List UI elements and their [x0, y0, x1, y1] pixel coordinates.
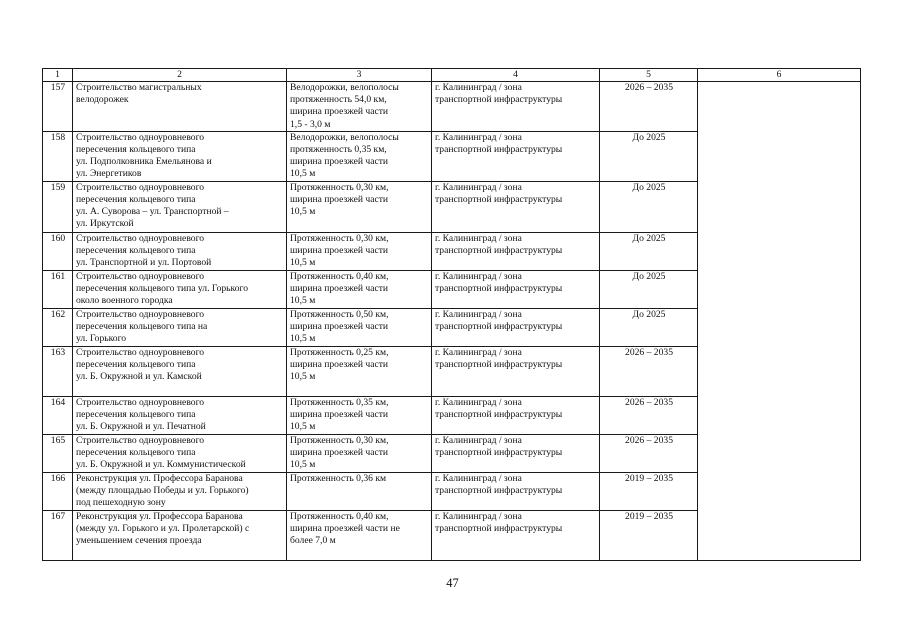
parameters-cell-line: 10,5 м: [290, 459, 316, 471]
parameters-cell-line: ширина проезжей части не: [290, 523, 400, 535]
header-cell: 3: [287, 69, 432, 82]
parameters-cell-line: Протяженность 0,35 км,: [290, 396, 389, 408]
project-name-cell: [73, 131, 287, 181]
project-name-cell-line: ул. Горького: [76, 333, 127, 345]
project-name-cell-line: велодорожек: [76, 94, 129, 106]
row-number-cell: 166: [43, 472, 73, 510]
parameters-cell: [287, 232, 432, 270]
project-name-cell: [73, 82, 287, 132]
location-cell-line: г. Калининград / зона: [435, 472, 522, 484]
project-name-cell: [73, 396, 287, 434]
location-cell-line: г. Калининград / зона: [435, 270, 522, 282]
project-name-cell-line: ул. Б. Окружной и ул. Камской: [76, 371, 202, 383]
table-row: [43, 82, 861, 132]
parameters-cell-line: 10,5 м: [290, 371, 316, 383]
location-cell: [432, 82, 600, 132]
parameters-cell-line: Протяженность 0,30 км,: [290, 434, 389, 446]
location-cell-line: транспортной инфраструктуры: [435, 94, 563, 106]
row-number-cell: 159: [43, 181, 73, 232]
location-cell-line: г. Калининград / зона: [435, 82, 522, 93]
project-name-cell-line: Строительство одноуровневого: [76, 131, 205, 143]
location-cell-line: транспортной инфраструктуры: [435, 485, 563, 497]
project-name-cell-line: Реконструкция ул. Профессора Баранова: [76, 472, 243, 484]
parameters-cell-line: ширина проезжей части: [290, 283, 389, 295]
header-cell: 2: [73, 69, 287, 82]
period-cell: До 2025: [600, 308, 698, 346]
header-cell: 1: [43, 69, 73, 82]
project-name-cell: [73, 346, 287, 396]
location-cell-line: транспортной инфраструктуры: [435, 194, 563, 206]
parameters-cell-line: ширина проезжей части: [290, 245, 389, 257]
parameters-cell-line: ширина проезжей части: [290, 359, 389, 371]
header-cell: 6: [698, 69, 861, 82]
location-cell: [432, 308, 600, 346]
parameters-cell-line: Протяженность 0,40 км,: [290, 510, 389, 522]
location-cell-line: г. Калининград / зона: [435, 434, 522, 446]
location-cell-line: г. Калининград / зона: [435, 232, 522, 244]
project-name-cell-line: около военного городка: [76, 295, 173, 307]
project-name-cell: [73, 308, 287, 346]
parameters-cell-line: ширина проезжей части: [290, 409, 389, 421]
location-cell-line: транспортной инфраструктуры: [435, 359, 563, 371]
period-cell: 2026 – 2035: [600, 346, 698, 396]
parameters-cell: [287, 472, 432, 510]
project-name-cell-line: пересечения кольцевого типа: [76, 194, 196, 206]
parameters-cell-line: Велодорожки, велополосы: [290, 131, 399, 143]
project-name-cell: [73, 181, 287, 232]
parameters-cell: [287, 434, 432, 472]
page-number: 47: [446, 576, 459, 590]
project-name-cell: [73, 472, 287, 510]
parameters-cell-line: Протяженность 0,50 км,: [290, 308, 389, 320]
location-cell: [432, 396, 600, 434]
header-cell: 5: [600, 69, 698, 82]
parameters-cell-line: протяженность 0,35 км,: [290, 144, 387, 156]
parameters-cell: [287, 181, 432, 232]
location-cell-line: г. Калининград / зона: [435, 346, 522, 358]
parameters-cell: [287, 346, 432, 396]
location-cell: [432, 232, 600, 270]
location-cell-line: г. Калининград / зона: [435, 131, 522, 143]
location-cell-line: г. Калининград / зона: [435, 181, 522, 193]
row-number-cell: 158: [43, 131, 73, 181]
project-name-cell-line: пересечения кольцевого типа: [76, 409, 196, 421]
project-name-cell-line: пересечения кольцевого типа на: [76, 321, 208, 333]
project-name-cell: [73, 270, 287, 308]
project-name-cell-line: Строительство одноуровневого: [76, 270, 205, 282]
project-name-cell-line: ул. Б. Окружной и ул. Печатной: [76, 421, 206, 433]
location-cell-line: транспортной инфраструктуры: [435, 245, 563, 257]
period-cell: До 2025: [600, 181, 698, 232]
header-row: [43, 69, 861, 82]
parameters-cell: [287, 510, 432, 560]
parameters-cell-line: 10,5 м: [290, 333, 316, 345]
location-cell: [432, 472, 600, 510]
project-name-cell-line: ул. Иркутской: [76, 218, 134, 230]
row-number-cell: 163: [43, 346, 73, 396]
parameters-cell-line: протяженность 54,0 км,: [290, 94, 387, 106]
project-name-cell-line: Строительство одноуровневого: [76, 181, 205, 193]
project-name-cell-line: ул. Б. Окружной и ул. Коммунистической: [76, 459, 246, 471]
parameters-cell-line: ширина проезжей части: [290, 321, 389, 333]
period-cell: До 2025: [600, 232, 698, 270]
parameters-cell-line: 10,5 м: [290, 168, 316, 180]
project-name-cell-line: Строительство одноуровневого: [76, 396, 205, 408]
location-cell: [432, 181, 600, 232]
project-name-cell: [73, 232, 287, 270]
header-cell: 4: [432, 69, 600, 82]
parameters-cell: [287, 270, 432, 308]
project-name-cell-line: Строительство одноуровневого: [76, 346, 205, 358]
parameters-cell-line: более 7,0 м: [290, 535, 336, 547]
project-name-cell-line: ул. Подполковника Емельянова и: [76, 156, 212, 168]
location-cell-line: транспортной инфраструктуры: [435, 409, 563, 421]
project-name-cell-line: ул. А. Суворова – ул. Транспортной –: [76, 206, 229, 218]
project-name-cell-line: (между площадью Победы и ул. Горького): [76, 485, 249, 497]
period-cell: 2019 – 2035: [600, 510, 698, 560]
parameters-cell: [287, 131, 432, 181]
project-name-cell-line: Строительство одноуровневого: [76, 434, 205, 446]
project-name-cell-line: пересечения кольцевого типа: [76, 359, 196, 371]
parameters-cell-line: Протяженность 0,36 км: [290, 472, 387, 484]
project-name-cell-line: пересечения кольцевого типа: [76, 245, 196, 257]
table-body: [43, 82, 861, 561]
period-cell: 2026 – 2035: [600, 434, 698, 472]
parameters-cell-line: Протяженность 0,30 км,: [290, 181, 389, 193]
project-name-cell: [73, 434, 287, 472]
location-cell: [432, 434, 600, 472]
parameters-cell-line: 10,5 м: [290, 257, 316, 269]
location-cell-line: транспортной инфраструктуры: [435, 321, 563, 333]
row-number-cell: 162: [43, 308, 73, 346]
parameters-cell-line: ширина проезжей части: [290, 447, 389, 459]
project-name-cell-line: ул. Энергетиков: [76, 168, 142, 180]
period-cell: 2019 – 2035: [600, 472, 698, 510]
project-name-cell-line: Строительство магистральных: [76, 82, 202, 93]
project-name-cell-line: уменьшением сечения проезда: [76, 535, 202, 547]
project-name-cell-line: Строительство одноуровневого: [76, 232, 205, 244]
location-cell-line: транспортной инфраструктуры: [435, 447, 563, 459]
project-name-cell-line: пересечения кольцевого типа: [76, 447, 196, 459]
projects-table: [42, 68, 861, 561]
parameters-cell-line: ширина проезжей части: [290, 106, 389, 118]
row-number-cell: 157: [43, 82, 73, 132]
location-cell-line: транспортной инфраструктуры: [435, 283, 563, 295]
location-cell: [432, 510, 600, 560]
period-cell: До 2025: [600, 131, 698, 181]
parameters-cell-line: 1,5 - 3,0 м: [290, 118, 331, 130]
project-name-cell-line: Реконструкция ул. Профессора Баранова: [76, 510, 243, 522]
row-number-cell: 167: [43, 510, 73, 560]
location-cell: [432, 346, 600, 396]
parameters-cell-line: Велодорожки, велополосы: [290, 82, 399, 93]
location-cell-line: г. Калининград / зона: [435, 396, 522, 408]
project-name-cell-line: под пешеходную зону: [76, 497, 166, 509]
parameters-cell: [287, 82, 432, 132]
row-number-cell: 164: [43, 396, 73, 434]
period-cell: 2026 – 2035: [600, 396, 698, 434]
location-cell-line: г. Калининград / зона: [435, 510, 522, 522]
location-cell-line: транспортной инфраструктуры: [435, 144, 563, 156]
parameters-cell-line: ширина проезжей части: [290, 156, 389, 168]
location-cell-line: транспортной инфраструктуры: [435, 523, 563, 535]
project-name-cell-line: Строительство одноуровневого: [76, 308, 205, 320]
notes-cell: [698, 82, 861, 561]
parameters-cell: [287, 308, 432, 346]
project-name-cell-line: ул. Транспортной и ул. Портовой: [76, 257, 212, 269]
project-name-cell-line: пересечения кольцевого типа: [76, 144, 196, 156]
parameters-cell-line: 10,5 м: [290, 295, 316, 307]
row-number-cell: 160: [43, 232, 73, 270]
period-cell: До 2025: [600, 270, 698, 308]
row-number-cell: 165: [43, 434, 73, 472]
project-name-cell: [73, 510, 287, 560]
project-name-cell-line: (между ул. Горького и ул. Пролетарской) с: [76, 523, 250, 535]
parameters-cell-line: Протяженность 0,25 км,: [290, 346, 389, 358]
parameters-cell-line: 10,5 м: [290, 421, 316, 433]
project-name-cell-line: пересечения кольцевого типа ул. Горького: [76, 283, 249, 295]
row-number-cell: 161: [43, 270, 73, 308]
parameters-cell-line: Протяженность 0,40 км,: [290, 270, 389, 282]
parameters-cell: [287, 396, 432, 434]
location-cell-line: г. Калининград / зона: [435, 308, 522, 320]
location-cell: [432, 270, 600, 308]
parameters-cell-line: Протяженность 0,30 км,: [290, 232, 389, 244]
period-cell: 2026 – 2035: [600, 82, 698, 132]
location-cell: [432, 131, 600, 181]
parameters-cell-line: 10,5 м: [290, 206, 316, 218]
parameters-cell-line: ширина проезжей части: [290, 194, 389, 206]
